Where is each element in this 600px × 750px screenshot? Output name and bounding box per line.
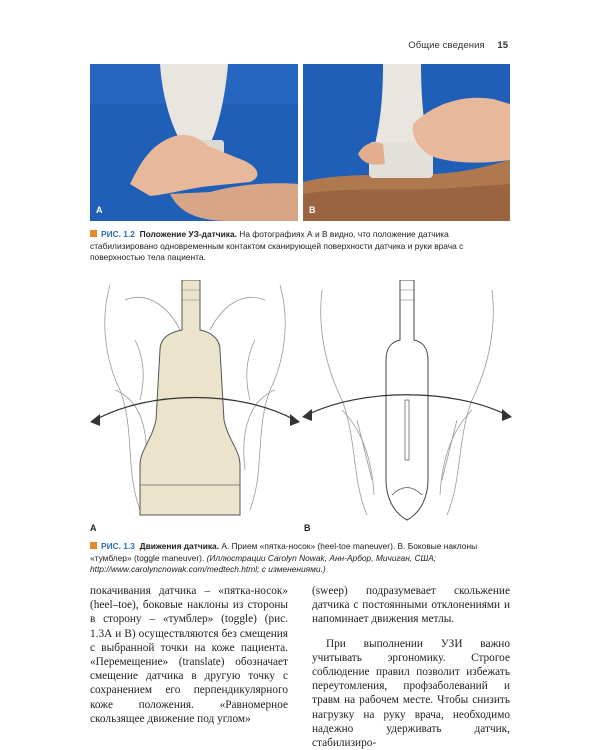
photo-b-image xyxy=(303,64,510,221)
figure-1-3-text: А. Прием «пятка-носок» (heel-toe maneuver). В. Боковые наклоны «тумблер» (toggle maneuver). xyxy=(90,541,478,563)
photo-b xyxy=(303,64,510,221)
figure-1-2-number: РИС. 1.2 xyxy=(101,229,135,239)
running-header xyxy=(408,40,508,51)
body-left-column xyxy=(90,584,288,726)
photo-a-image xyxy=(90,64,298,221)
body-right-paragraph-2: При выполнении УЗИ важно учитывать эргономику. Строгое соблюдение правил позволит избежать переутомления, профзаболеваний и травм на рабочем месте. Чтобы снизить нагрузку на руку врача, необходимо надежно удерживать датчик, стабилизиро- xyxy=(312,637,510,750)
caption-marker-icon xyxy=(90,542,97,549)
photo-a-label: A xyxy=(96,205,103,215)
drawing-a-label: A xyxy=(90,523,97,533)
body-right-paragraph-1: (sweep) подразумевает скольжение датчика с постоянными отклонениями и напоминает движения метлы. xyxy=(312,585,510,626)
body-right-column xyxy=(312,584,510,750)
photo-a xyxy=(90,64,298,221)
page-number: 15 xyxy=(497,40,508,51)
drawing-a-illustration xyxy=(90,280,300,530)
section-title: Общие сведения xyxy=(408,40,485,51)
drawing-b-label: B xyxy=(304,523,311,533)
figure-1-2-caption xyxy=(90,229,510,264)
figure-1-3-caption xyxy=(90,541,510,576)
body-left-paragraph: покачивания датчика – «пятка-носок» (heel–toe), боковые наклоны из стороны в сторону – «тумблер» (toggle) (рис. 1.3А и В) осуществляются без смещения с выбранной точки на коже пациента. «Перемещение» (translate) обозначает смещение датчика в другую точку с сохранением его перпендикулярного коже положения. «Равномерное скользящее движение под углом» xyxy=(90,585,288,725)
figure-1-2-text: На фотографиях А и В видно, что положение датчика стабилизировано одновременным контактом сканирующей поверхности датчика и руки врача с поверхностью тела пациента. xyxy=(90,229,464,263)
figure-1-3-credit: (Иллюстрации Carolyn Nowak, Анн-Арбор, Мичиган, США; http://www.carolyncnowak.com/medtech.html; с изменениями.) xyxy=(90,552,437,575)
figure-1-3-title: Движения датчика. xyxy=(139,541,220,551)
photo-b-label: B xyxy=(309,205,316,215)
drawing-a xyxy=(90,280,300,530)
figure-1-2-title: Положение УЗ-датчика. xyxy=(139,229,237,239)
drawing-b-illustration xyxy=(302,280,512,530)
caption-marker-icon xyxy=(90,230,97,237)
figure-1-3-number: РИС. 1.3 xyxy=(101,541,135,551)
drawing-b xyxy=(302,280,512,530)
